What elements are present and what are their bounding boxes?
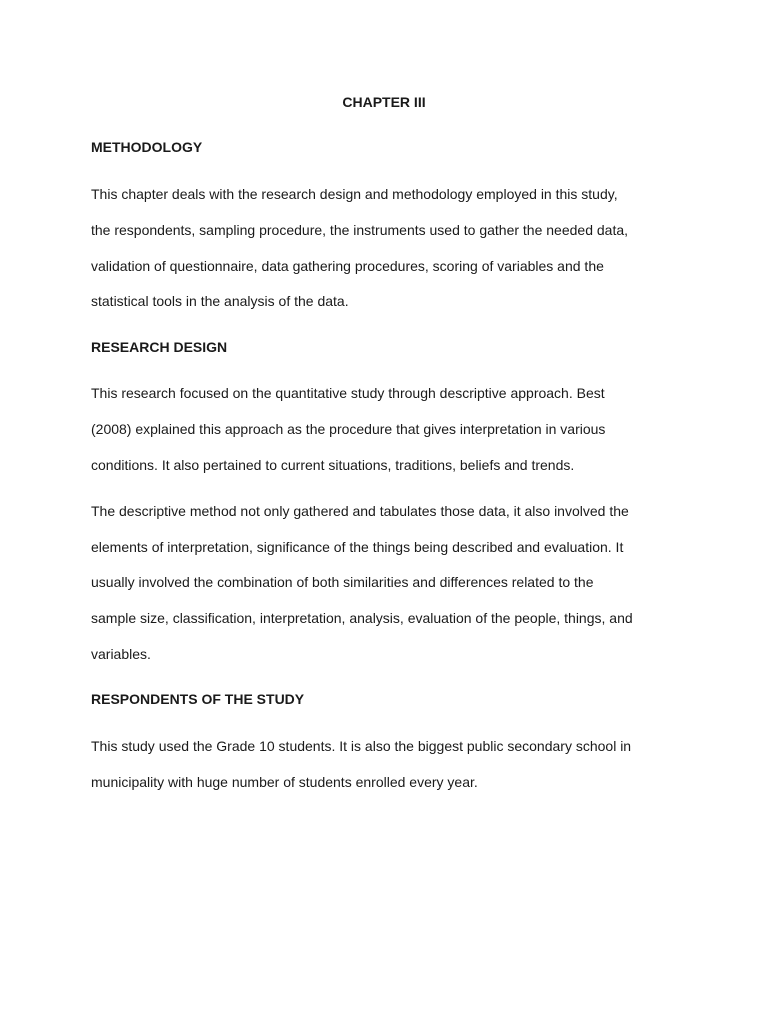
paragraph-line: This research focused on the quantitative study through descriptive approach. Best xyxy=(91,385,605,401)
paragraph-line: sample size, classification, interpretation, analysis, evaluation of the people, things, and xyxy=(91,610,633,626)
paragraph-line: (2008) explained this approach as the procedure that gives interpretation in various xyxy=(91,421,606,437)
paragraph-line: statistical tools in the analysis of the data. xyxy=(91,293,349,309)
paragraph-line: The descriptive method not only gathered and tabulates those data, it also involved the xyxy=(91,503,629,519)
paragraph-line: This chapter deals with the research design and methodology employed in this study, xyxy=(91,186,618,202)
paragraph-line: the respondents, sampling procedure, the instruments used to gather the needed data, xyxy=(91,222,629,238)
paragraph-line: municipality with huge number of students enrolled every year. xyxy=(91,774,478,790)
paragraph-line: variables. xyxy=(91,646,151,662)
section-heading-methodology: METHODOLOGY xyxy=(91,139,203,155)
paragraph-line: elements of interpretation, significance of the things being described and evaluation. It xyxy=(91,539,624,555)
chapter-title: CHAPTER III xyxy=(342,94,426,110)
paragraph-line: conditions. It also pertained to current situations, traditions, beliefs and trends. xyxy=(91,457,575,473)
paragraph-line: usually involved the combination of both similarities and differences related to the xyxy=(91,574,594,590)
paragraph-line: This study used the Grade 10 students. It is also the biggest public secondary school in xyxy=(91,738,632,754)
paragraph-line: validation of questionnaire, data gathering procedures, scoring of variables and the xyxy=(91,258,604,274)
section-heading-research-design: RESEARCH DESIGN xyxy=(91,339,228,355)
section-heading-respondents: RESPONDENTS OF THE STUDY xyxy=(91,691,305,707)
